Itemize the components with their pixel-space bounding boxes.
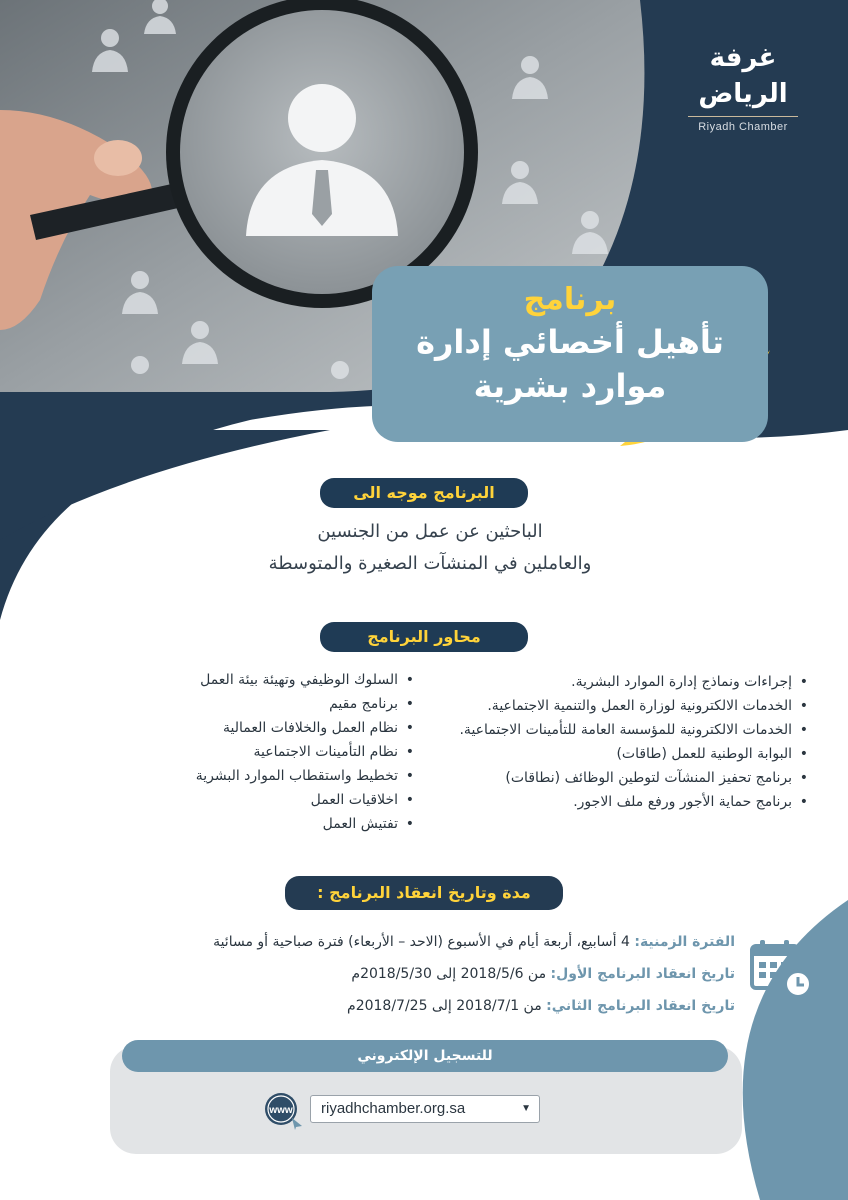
axis-item: • برنامج مقيم xyxy=(100,692,418,716)
first-run-key: تاريخ انعقاد البرنامج الأول: xyxy=(550,966,735,982)
target-heading: البرنامج موجه الى xyxy=(320,478,528,508)
axis-item: • الخدمات الالكترونية للمؤسسة العامة للتأمينات الاجتماعية. xyxy=(440,718,812,742)
axis-item: • نظام العمل والخلافات العمالية xyxy=(100,716,418,740)
axes-list-left xyxy=(100,668,418,836)
axis-item: • تخطيط واستقطاب الموارد البشرية xyxy=(100,764,418,788)
axes-list-right xyxy=(440,670,812,814)
logo-divider xyxy=(688,116,798,117)
logo-english: Riyadh Chamber xyxy=(698,121,788,133)
second-run-line xyxy=(110,990,735,1022)
axis-item: • نظام التأمينات الاجتماعية xyxy=(100,740,418,764)
period-line xyxy=(110,926,735,958)
target-line-2: والعاملين في المنشآت الصغيرة والمتوسطة xyxy=(268,553,592,574)
axis-item: • برنامج حماية الأجور ورفع ملف الاجور. xyxy=(440,790,812,814)
first-run-line xyxy=(110,958,735,990)
duration-details xyxy=(110,926,735,1022)
title-line-3: موارد بشرية xyxy=(473,367,667,405)
registration-heading: للتسجيل الإلكتروني xyxy=(122,1040,728,1072)
period-key: الفترة الزمنية: xyxy=(634,934,735,950)
axis-item: • إجراءات ونماذج إدارة الموارد البشرية. xyxy=(440,670,812,694)
title-program: برنامج xyxy=(523,282,617,317)
axis-item: • اخلاقيات العمل xyxy=(100,788,418,812)
first-run-value: من 2018/5/6 إلى 2018/5/30م xyxy=(351,966,551,982)
axis-item: • البوابة الوطنية للعمل (طاقات) xyxy=(440,742,812,766)
second-run-key: تاريخ انعقاد البرنامج الثاني: xyxy=(546,998,735,1014)
calendar-clock-icon xyxy=(748,938,814,1000)
axis-item: • الخدمات الالكترونية لوزارة العمل والتنمية الاجتماعية. xyxy=(440,694,812,718)
axis-item: • السلوك الوظيفي وتهيئة بيئة العمل xyxy=(100,668,418,692)
target-lines xyxy=(150,516,710,580)
axis-item: • برنامج تحفيز المنشآت لتوطين الوظائف (نطاقات) xyxy=(440,766,812,790)
title-line-2: تأهيل أخصائي إدارة xyxy=(416,323,724,361)
website-url[interactable]: riyadhchamber.org.sa xyxy=(321,1100,466,1117)
duration-heading: مدة وتاريخ انعقاد البرنامج : xyxy=(285,876,563,910)
period-value: 4 أسابيع، أربعة أيام في الأسبوع (الاحد – الأربعاء) فترة صباحية أو مسائية xyxy=(213,934,635,950)
www-label: www xyxy=(269,1105,293,1116)
title-box xyxy=(372,266,768,442)
second-run-value: من 2018/7/1 إلى 2018/7/25م xyxy=(347,998,547,1014)
logo-arabic: غرفة الرياض xyxy=(698,43,788,109)
www-globe-icon xyxy=(262,1090,304,1130)
riyadh-chamber-logo xyxy=(668,40,818,133)
dropdown-arrow-icon[interactable]: ▼ xyxy=(521,1103,531,1114)
website-url-field[interactable] xyxy=(310,1095,540,1123)
target-line-1: الباحثين عن عمل من الجنسين xyxy=(317,521,543,542)
axes-heading: محاور البرنامج xyxy=(320,622,528,652)
axis-item: • تفتيش العمل xyxy=(100,812,418,836)
